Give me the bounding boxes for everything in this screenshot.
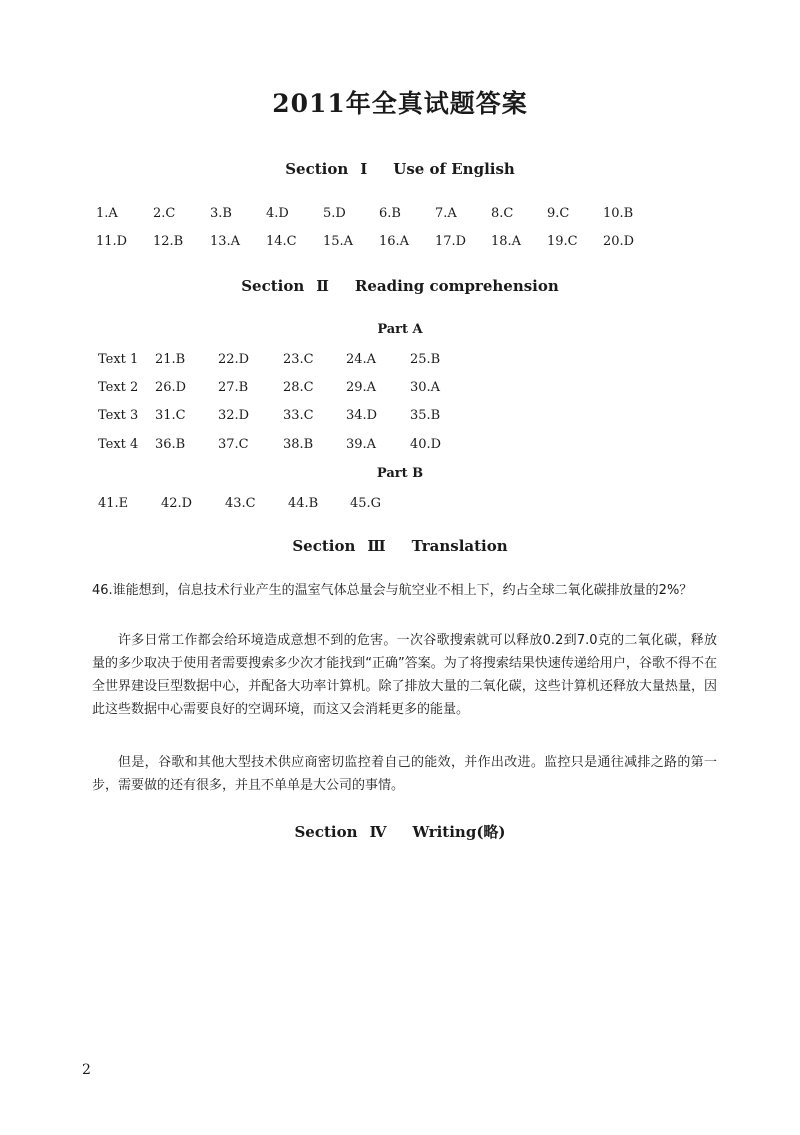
answer-item: 33.C (283, 408, 314, 423)
answer-item: 39.A (346, 437, 377, 452)
answer-item: 22.D (218, 352, 250, 367)
section-number: Ⅱ (316, 277, 329, 295)
section-label: Section (294, 823, 358, 841)
answer-item: 1.A (96, 206, 118, 221)
section-number: Ⅲ (367, 537, 386, 555)
section-number: Ⅳ (369, 823, 387, 841)
section-name: Writing(略) (412, 823, 506, 841)
answer-item: 13.A (210, 234, 241, 249)
answer-item: 20.D (603, 234, 635, 249)
answer-item: 4.D (266, 206, 289, 221)
part-a-heading: Part A (377, 322, 423, 337)
answer-item: 28.C (283, 380, 314, 395)
section-1-heading (0, 160, 800, 178)
answer-item: 43.C (225, 496, 256, 511)
answer-item: 31.C (155, 408, 186, 423)
section-name: Translation (411, 537, 508, 555)
answer-item: 26.D (155, 380, 187, 395)
section-label: Section (292, 537, 356, 555)
page-title: 2011年全真试题答案 (272, 89, 528, 118)
text-label: Text 1 (98, 352, 139, 367)
answer-item: 21.B (155, 352, 186, 367)
answer-item: 34.D (346, 408, 378, 423)
answer-item: 25.B (410, 352, 441, 367)
answer-item: 35.B (410, 408, 441, 423)
answer-item: 10.B (603, 206, 634, 221)
section-4-heading (0, 821, 800, 842)
answer-item: 36.B (155, 437, 186, 452)
answer-item: 24.A (346, 352, 377, 367)
answer-item: 18.A (491, 234, 522, 249)
part-b-heading: Part B (376, 466, 424, 481)
section-name: Reading comprehension (354, 277, 559, 295)
section-3-heading (0, 537, 800, 555)
answer-item: 29.A (346, 380, 377, 395)
answer-item: 19.C (547, 234, 578, 249)
answer-item: 38.B (283, 437, 314, 452)
answer-item: 8.C (491, 206, 514, 221)
answer-item: 16.A (379, 234, 410, 249)
answer-item: 30.A (410, 380, 441, 395)
translation-paragraph-1: 46.谁能想到，信息技术行业产生的温室气体总量会与航空业不相上下，约占全球二氧化碳排放量的2%？ (92, 583, 693, 598)
text-label: Text 3 (98, 408, 139, 423)
translation-paragraph-2: 许多日常工作都会给环境造成意想不到的危害。一次谷歌搜索就可以释放0.2到7.0克的二氧化碳，释放量的多少取决于使用者需要搜索多少次才能找到“正确”答案。为了将搜索结果快速传递给用户，谷歌不得不在全世界建设巨型数据中心，并配备大功率计算机。除了排放大量的二氧化碳，这些计算机还释放大量热量，因此这些数据中心需要良好的空调环境，而这又会消耗更多的能量。 (92, 633, 717, 717)
text-label: Text 4 (98, 437, 139, 452)
answer-item: 32.D (218, 408, 250, 423)
answer-item: 40.D (410, 437, 442, 452)
answer-item: 44.B (288, 496, 319, 511)
answer-item: 23.C (283, 352, 314, 367)
answer-item: 9.C (547, 206, 570, 221)
answer-item: 11.D (96, 234, 128, 249)
answer-item: 17.D (435, 234, 467, 249)
page-number: 2 (82, 1062, 91, 1078)
answer-item: 45.G (350, 496, 382, 511)
answer-item: 37.C (218, 437, 249, 452)
section-label: Section (241, 277, 305, 295)
section-2-heading (0, 277, 800, 295)
section-number: Ⅰ (360, 160, 368, 178)
answer-item: 41.E (98, 496, 129, 511)
answer-item: 27.B (218, 380, 249, 395)
answer-item: 7.A (435, 206, 457, 221)
section-label: Section (285, 160, 349, 178)
answer-item: 14.C (266, 234, 297, 249)
answer-item: 2.C (153, 206, 176, 221)
answer-item: 42.D (161, 496, 193, 511)
answer-item: 5.D (323, 206, 346, 221)
answer-item: 15.A (323, 234, 354, 249)
section-name: Use of English (393, 160, 515, 178)
answer-item: 3.B (210, 206, 232, 221)
answer-item: 12.B (153, 234, 184, 249)
text-label: Text 2 (98, 380, 139, 395)
translation-paragraph-3: 但是，谷歌和其他大型技术供应商密切监控着自己的能效，并作出改进。监控只是通往减排之路的第一步，需要做的还有很多，并且不单单是大公司的事情。 (92, 755, 717, 793)
answer-item: 6.B (379, 206, 401, 221)
